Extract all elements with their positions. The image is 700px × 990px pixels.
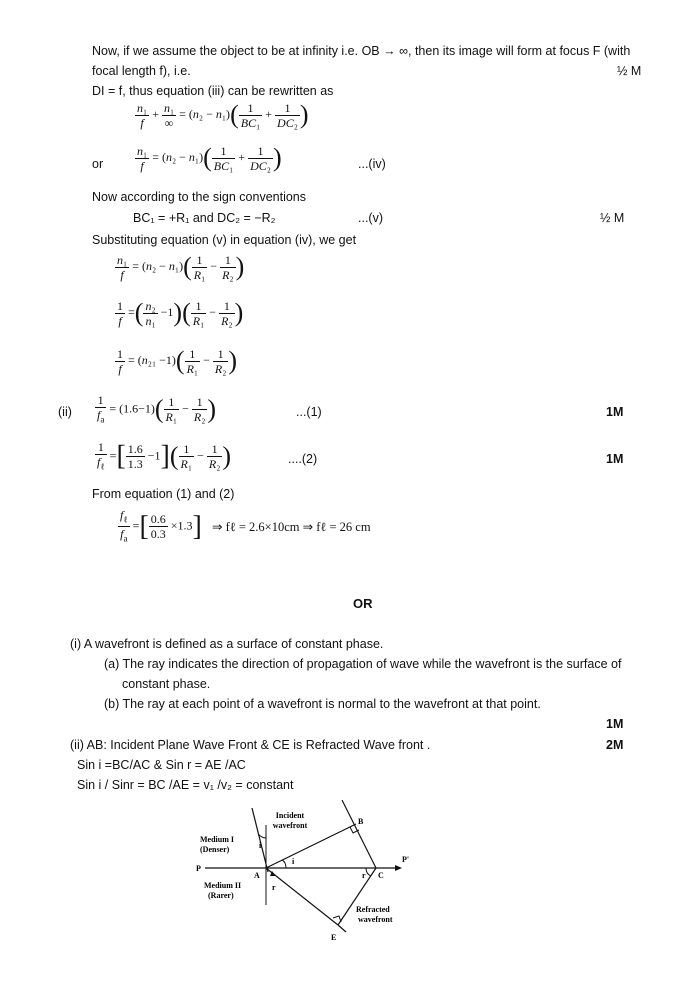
mark-2m: 2M xyxy=(606,738,624,752)
sin-relation-1: Sin i =BC/AC & Sin r = AE /AC xyxy=(77,758,246,772)
equation-2: $\frac{1}{f_\ell}$ =[ $\frac{1.6}{1.3}$ −1]( $\frac{1}{\text{R₁}}$ − $\frac{1}{\text{R₂}}$ ) xyxy=(97,440,232,472)
derivation-2: $\frac{1}{f}$ =( $\frac{\text{n₂}}{\text{n₁}}$ −1)( $\frac{1}{\text{R₁}}$ − $\frac{1}{\text{R₂}}$ ) xyxy=(117,298,244,328)
label-r2: r xyxy=(362,871,366,880)
ab-wavefront-line: (ii) AB: Incident Plane Wave Front & CE is Refracted Wave front . xyxy=(70,738,431,752)
refracted-ray-tail xyxy=(338,925,346,932)
refracted-ray-a xyxy=(266,868,338,925)
from-equation: From equation (1) and (2) xyxy=(92,487,235,501)
part-ii-label: (ii) xyxy=(58,405,72,419)
wavefront-point-a-1: (a) The ray indicates the direction of propagation of wave while the wavefront is the surface of xyxy=(104,657,622,671)
label-a: A xyxy=(254,871,260,880)
label-r: r xyxy=(272,883,276,892)
mark-1m-a: 1M xyxy=(606,405,624,419)
right-angle-e xyxy=(333,916,341,922)
incident-wavefront-line xyxy=(266,824,356,868)
result-focal-length: ⇒ fℓ = 2.6×10cm ⇒ fℓ = 26 cm xyxy=(212,520,371,534)
di-equals-f: DI = f, thus equation (iii) can be rewritten as xyxy=(92,84,334,98)
medium1-label-2: (Denser) xyxy=(200,845,230,854)
label-p-prime: P' xyxy=(402,855,410,864)
medium2-label-2: (Rarer) xyxy=(208,891,234,900)
label-e: E xyxy=(331,933,337,942)
label-b: B xyxy=(358,817,364,826)
incident-ray-b xyxy=(342,800,376,868)
angle-i2-arc xyxy=(282,860,286,868)
incident-label-2: wavefront xyxy=(272,821,308,830)
refraction-diagram xyxy=(190,800,430,960)
medium1-label-1: Medium I xyxy=(200,835,234,844)
wavefront-point-b: (b) The ray at each point of a wavefront is normal to the wavefront at that point. xyxy=(104,697,541,711)
mark-1m-b: 1M xyxy=(606,452,624,466)
equation-1: $\frac{1}{f_a}$ = (1.6−1)( $\frac{1}{\text{R₁}}$ − $\frac{1}{\text{R₂}}$ ) xyxy=(97,393,217,425)
or-label: or xyxy=(92,157,104,171)
mark-1m-c: 1M xyxy=(606,717,624,731)
label-c: C xyxy=(378,871,384,880)
equation-2-tag: ....(2) xyxy=(288,452,318,466)
equation-v-tag: ...(v) xyxy=(358,211,383,225)
label-i: i xyxy=(259,841,262,850)
label-i2: i xyxy=(292,857,295,866)
label-p: P xyxy=(196,864,201,873)
sign-conventions: Now according to the sign conventions xyxy=(92,190,307,204)
mark-half-1: ½ M xyxy=(617,64,642,78)
mark-half-2: ½ M xyxy=(600,211,625,225)
equation-iv: $\frac{\text{n₁}}{f}$ = (n₂ − n₁)( $\frac{1}{\text{BC₁}}$ + $\frac{1}{\text{DC₂}}$ ) xyxy=(137,143,282,173)
derivation-1: $\frac{\text{n₁}}{f}$ = (n₂ − n₁)( $\frac{1}{\text{R₁}}$ − $\frac{1}{\text{R₂}}$ ) xyxy=(117,252,245,282)
refracted-label-1: Refracted xyxy=(356,905,390,914)
derivation-3: $\frac{1}{f}$ = (n₂₁ −1)( $\frac{1}{\text{R₁}}$ − $\frac{1}{\text{R₂}}$ ) xyxy=(117,346,238,376)
ratio-equation: $\frac{f_\ell}{f_a}$ =[ $\frac{0.6}{0.3}$ ×1.3] xyxy=(120,508,202,544)
intro-line-2: focal length f), i.e. xyxy=(92,64,191,78)
sin-relation-2: Sin i / Sinr = BC /AE = v₁ /v₂ = constant xyxy=(77,778,294,792)
angle-r2-arc xyxy=(366,868,371,876)
or-heading: OR xyxy=(353,596,373,611)
interface-arrow xyxy=(395,865,402,871)
equation-1-tag: ...(1) xyxy=(296,405,322,419)
refracted-label-2: wavefront xyxy=(358,915,393,924)
wavefront-point-a-2: constant phase. xyxy=(122,677,211,691)
equation-iv-tag: ...(iv) xyxy=(358,157,386,171)
equation-infinity: $\frac{\text{n₁}}{f}$ + $\frac{\text{n₁}}{\infty}$ = (n₂ − n₁)( $\frac{1}{\text{BC₁}}$ + $\frac{1}{\text{DC₂}}$ ) xyxy=(137,100,309,130)
incident-label-1: Incident xyxy=(275,811,305,820)
intro-line-1: Now, if we assume the object to be at infinity i.e. OB → ∞, then its image will form at focus F (with xyxy=(92,44,631,58)
substituting-line: Substituting equation (v) in equation (iv), we get xyxy=(92,233,357,247)
wavefront-definition: (i) A wavefront is defined as a surface of constant phase. xyxy=(70,637,384,651)
bc-dc-relation: BC₁ = +R₁ and DC₂ = −R₂ xyxy=(133,211,276,225)
medium2-label-1: Medium II xyxy=(204,881,242,890)
